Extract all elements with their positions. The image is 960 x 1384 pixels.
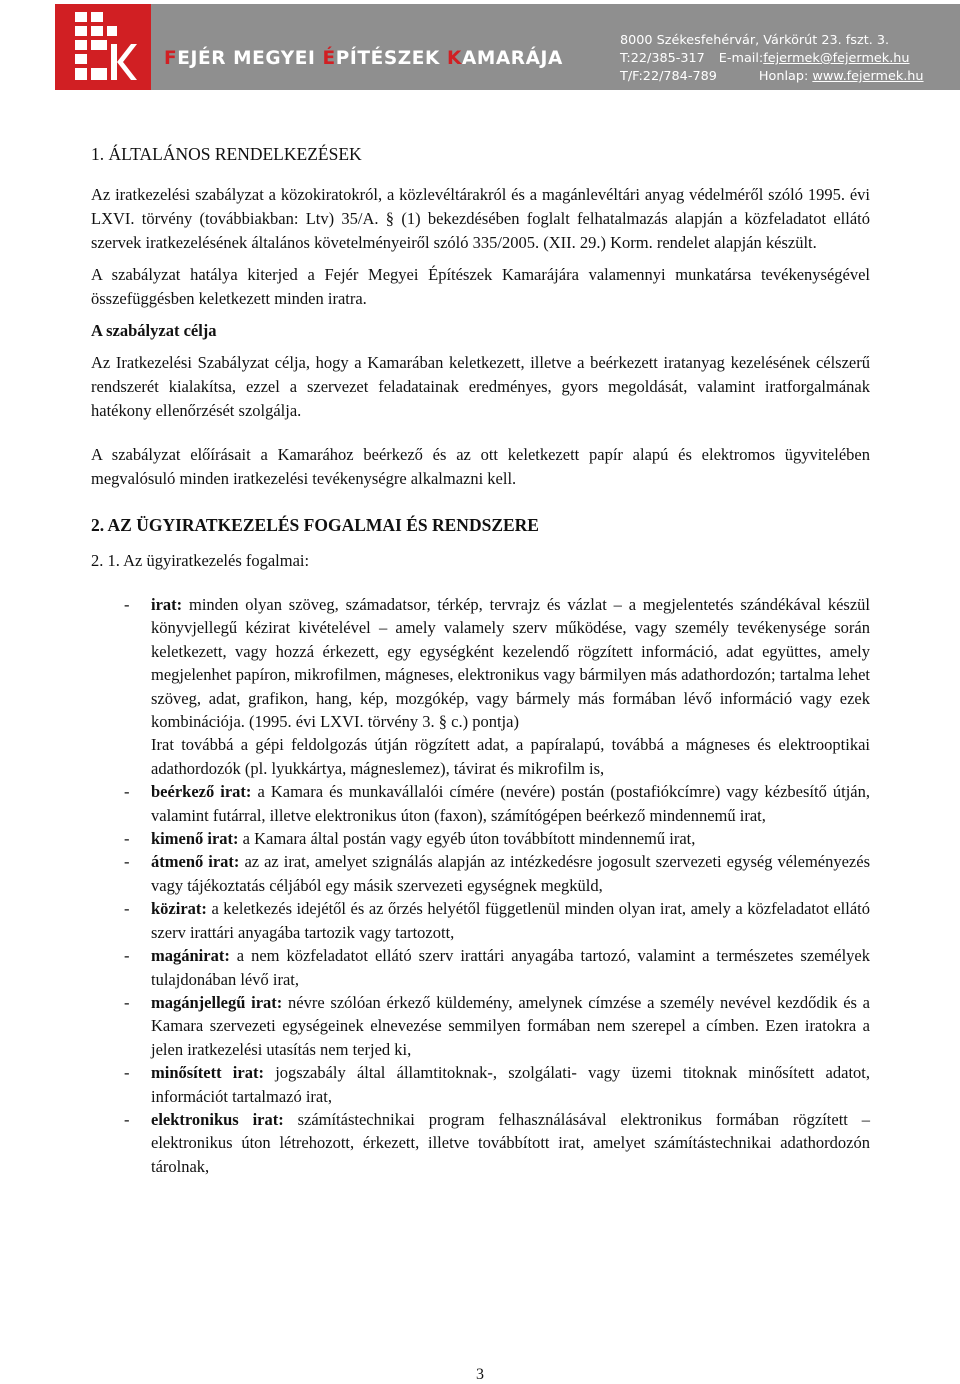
email-link[interactable]: fejermek@fejermek.hu bbox=[763, 51, 910, 66]
definition-list bbox=[91, 593, 870, 1178]
chamber-logo bbox=[55, 4, 151, 90]
definition-item: - irat: minden olyan szöveg, számadatsor, térkép, tervrajz és vázlat – a megjelentetés szándékával készül könyvjellegű kézirat kivételével – amely valamely szerv működése, vagy személy tevékenysége során keletkezett, vagy hozzá érkezett, egy egységként kezelendő rögzített információ, adat együttes, amely megjelenhet papíron, mikrofilmen, mágneses, elektronikus vagy bármilyen más adathordozón; tartalma lehet szöveg, adat, grafikon, hang, kép, mozgókép, vagy bármely más formában lévő információ vagy ezek kombinációja. (1995. évi LXVI. törvény 3. § c.) pontja) bbox=[124, 595, 870, 732]
definition-item: - átmenő irat: az az irat, amelyet szignálás alapján az intézkedésre jogosult szervezeti egység véleményezés vagy tájékoztatás céljából egy másik szervezeti egységnek megküld, bbox=[124, 852, 871, 895]
definition-item: - beérkező irat: a Kamara és munkavállalói címére (nevére) postán (postafiókcímre) vagy kézbesítő útján, valamint futárral, illetve elektronikus úton (faxon), számítógépen beérkező mindennemű irat, bbox=[124, 782, 870, 825]
website-link[interactable]: www.fejermek.hu bbox=[812, 69, 924, 84]
purpose-heading: A szabályzat célja bbox=[91, 321, 217, 340]
paragraph-scope: A szabályzat hatálya kiterjed a Fejér Megyei Építészek Kamarájára valamennyi munkatársa tevékenységével összefüggésben keletkezett minden iratra. bbox=[91, 265, 870, 308]
letterhead bbox=[55, 4, 960, 90]
contact-block bbox=[620, 32, 924, 86]
definition-item: - magánirat: a nem közfeladatot ellátó szerv irattári anyagába tartozó, valamint a természetes személyek tulajdonában lévő irat, bbox=[124, 946, 870, 989]
definition-item: - minősített irat: jogszabály által államtitoknak-, szolgálati- vagy üzemi titoknak minősített adatot, információt tartalmazó irat, bbox=[124, 1063, 870, 1106]
org-name: FEJÉR MEGYEI ÉPÍTÉSZEK KAMARÁJA bbox=[164, 48, 563, 69]
definition-item: - magánjellegű irat: névre szólóan érkező küldemény, amelynek címzése a személy nevével kezdődik és a Kamara szervezeti egységeinek elnevezése semmilyen formában nem szerepel a címben. Ezen iratokra a jelen iratkezelési utasítás nem terjed ki, bbox=[124, 992, 870, 1059]
section-2-title: 2. AZ ÜGYIRATKEZELÉS FOGALMAI ÉS RENDSZERE bbox=[91, 515, 539, 535]
fax-web-line: T/F:22/784-789 Honlap: www.fejermek.hu bbox=[620, 69, 924, 84]
definition-item: - kimenő irat: a Kamara által postán vagy egyéb úton továbbított mindennemű irat, bbox=[124, 829, 696, 849]
section-1-title: 1. ÁLTALÁNOS RENDELKEZÉSEK bbox=[91, 144, 362, 164]
definition-continuation: Irat továbbá a gépi feldolgozás útján rögzített adat, a papíralapú, továbbá a mágneses és elektrooptikai adathordozók (pl. lyukkártya, mágneslemez), távirat és mikrofilm is, bbox=[151, 735, 870, 778]
fmk-logo-icon bbox=[67, 10, 139, 84]
phone-email-line: T:22/385-317 E-mail:fejermek@fejermek.hu bbox=[620, 51, 910, 66]
paragraph-legal-basis: Az iratkezelési szabályzat a közokiratokról, a közlevéltárakról és a magánlevéltári anyag védelméről szóló 1995. évi LXVI. törvény (továbbiakban: Ltv) 35/A. § (1) bekezdésében foglalt felhatalmazás alapján a közfeladatot ellátó szervek iratkezelésének általános követelményeiről szóló 335/2005. (XII. 29.) Korm. rendelet alapján készült. bbox=[91, 185, 870, 252]
document-body bbox=[91, 144, 870, 1178]
page-number: 3 bbox=[476, 1366, 484, 1383]
paragraph-application: A szabályzat előírásait a Kamarához beérkező és az ott keletkezett papír alapú és elektromos ügyvitelében megvalósuló minden iratkezelési tevékenységre alkalmazni kell. bbox=[91, 445, 870, 488]
definition-item: - közirat: a keletkezés idejétől és az őrzés helyétől függetlenül minden olyan irat, amely a közfeladatot ellátó szerv irattári anyagába tartozik vagy tartozott, bbox=[124, 899, 870, 942]
address-line: 8000 Székesfehérvár, Várkörút 23. fszt. 3. bbox=[620, 33, 890, 48]
subsection-title: 2. 1. Az ügyiratkezelés fogalmai: bbox=[91, 551, 310, 570]
definition-item: - elektronikus irat: számítástechnikai program felhasználásával elektronikus formában rögzített – elektronikus úton létrehozott, érkezett, illetve továbbított irat, amelyet számítástechnikai adathordozón tárolnak, bbox=[124, 1109, 870, 1176]
paragraph-purpose: Az Iratkezelési Szabályzat célja, hogy a Kamarában keletkezett, illetve a beérkezett iratanyag kezelésének célszerű rendszerét kialakítsa, ezzel a szervezet feladatainak eredményes, gyors megoldását, valamint iratforgalmának hatékony ellenőrzését szolgálja. bbox=[91, 353, 870, 420]
